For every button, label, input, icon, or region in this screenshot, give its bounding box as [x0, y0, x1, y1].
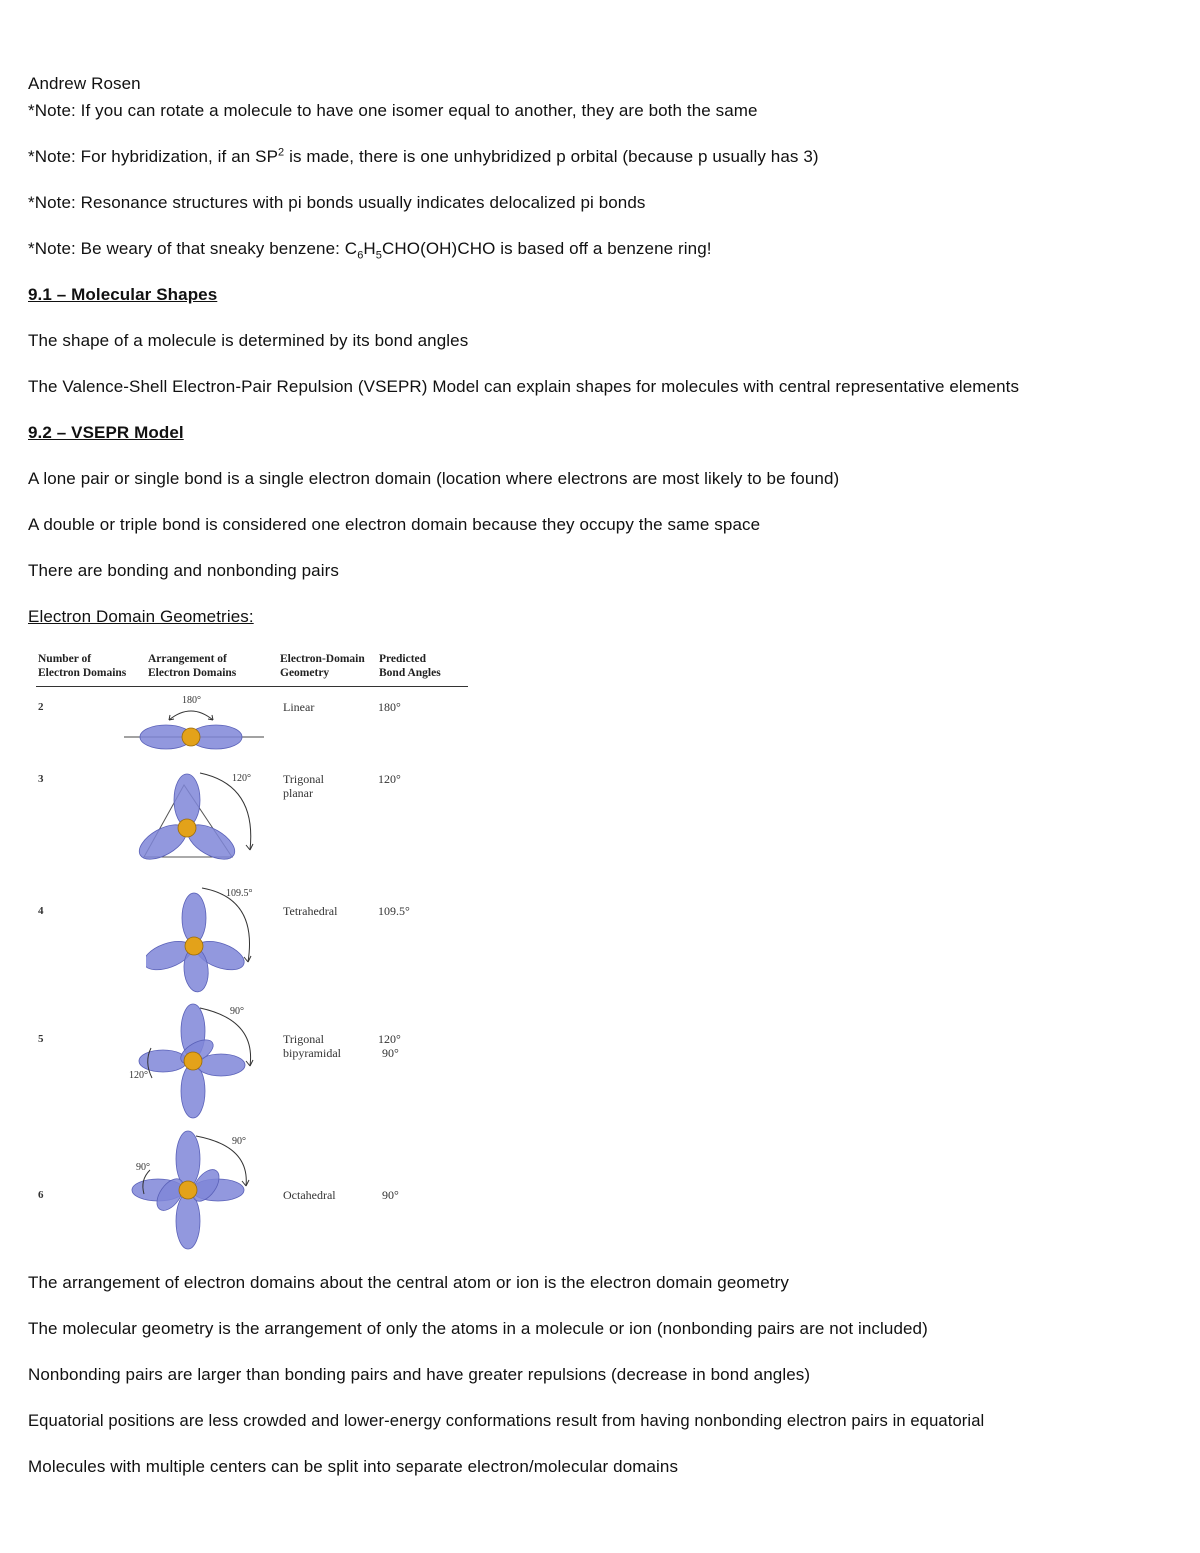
- trigonal-bipyramidal-arrangement-figure: [126, 1000, 276, 1120]
- header-number-line2: Electron Domains: [38, 667, 127, 679]
- row-3-count: 3: [38, 773, 44, 785]
- subheading-electron-domain-geometries: Electron Domain Geometries:: [28, 607, 254, 626]
- paragraph-molecular-geometry: The molecular geometry is the arrangement of only the atoms in a molecule or ion (nonbonding pairs are not included): [28, 1319, 928, 1338]
- header-angles: [379, 652, 441, 680]
- row-4-count: 4: [38, 905, 44, 917]
- row-5-figure-label-90: 90°: [230, 1006, 244, 1017]
- paragraph-shape: The shape of a molecule is determined by its bond angles: [28, 331, 469, 350]
- header-number: [38, 652, 126, 680]
- row-5-geometry-line1: Trigonal: [283, 1032, 324, 1046]
- header-number-line1: Number of: [38, 653, 92, 665]
- paragraph-electron-domain-geometry: The arrangement of electron domains about the central atom or ion is the electron domain geometry: [28, 1273, 789, 1292]
- trigonal-planar-arrangement-figure: [132, 765, 272, 870]
- section-heading-9-1: 9.1 – Molecular Shapes: [28, 285, 218, 304]
- row-6-count: 6: [38, 1189, 44, 1201]
- paragraph-lone-pair: A lone pair or single bond is a single electron domain (location where electrons are most likely to be found): [28, 469, 840, 488]
- octahedral-arrangement-figure: [128, 1128, 278, 1250]
- row-3-angle: 120°: [378, 772, 401, 786]
- paragraph-nonbonding-pairs: Nonbonding pairs are larger than bonding pairs and have greater repulsions (decrease in bond angles): [28, 1365, 811, 1384]
- row-5-geometry-line2: bipyramidal: [283, 1046, 341, 1060]
- header-arrangement: [148, 652, 236, 680]
- header-angles-line1: Predicted: [379, 653, 427, 665]
- header-angles-line2: Bond Angles: [379, 667, 441, 679]
- note-benzene-sub1: 6: [357, 249, 364, 262]
- section-heading-9-2: 9.2 – VSEPR Model: [28, 423, 184, 442]
- note-benzene-mid: H: [363, 239, 376, 258]
- row-3-geometry-line1: Trigonal: [283, 772, 324, 786]
- note-benzene: [28, 238, 712, 260]
- author-name: Andrew Rosen: [28, 74, 141, 93]
- header-geometry-line1: Electron-Domain: [280, 653, 365, 665]
- note-benzene-pre: *Note: Be weary of that sneaky benzene: C: [28, 239, 358, 258]
- row-5-angle-1: 120°: [378, 1032, 401, 1046]
- header-arrangement-line2: Electron Domains: [148, 667, 237, 679]
- row-4-geometry: Tetrahedral: [283, 904, 338, 918]
- note-hybridization-sup: 2: [278, 146, 285, 159]
- note-benzene-sub2: 5: [375, 249, 383, 262]
- header-geometry: [280, 652, 365, 680]
- header-rule: [36, 686, 468, 687]
- paragraph-bonding-pairs: There are bonding and nonbonding pairs: [28, 561, 339, 580]
- row-6-angle: 90°: [382, 1188, 399, 1202]
- row-5-figure-label-120: 120°: [129, 1070, 148, 1081]
- row-5-angle-2: 90°: [382, 1046, 399, 1060]
- electron-domain-table: [36, 650, 468, 1250]
- linear-arrangement-figure: [124, 690, 274, 758]
- row-2-figure-label: 180°: [182, 695, 201, 706]
- row-3-figure-label: 120°: [232, 773, 251, 784]
- note-isomer: *Note: If you can rotate a molecule to have one isomer equal to another, they are both the same: [28, 101, 758, 120]
- note-hybridization-pre: *Note: For hybridization, if an SP: [28, 147, 279, 166]
- header-geometry-line2: Geometry: [280, 667, 330, 679]
- tetrahedral-arrangement-figure: [146, 880, 276, 995]
- note-resonance: *Note: Resonance structures with pi bonds usually indicates delocalized pi bonds: [28, 193, 646, 212]
- paragraph-vsepr-intro: The Valence-Shell Electron-Pair Repulsion (VSEPR) Model can explain shapes for molecules with central representative elements: [28, 377, 1020, 396]
- note-benzene-post: CHO(OH)CHO is based off a benzene ring!: [382, 239, 712, 258]
- row-5-count: 5: [38, 1033, 44, 1045]
- row-2-geometry: Linear: [283, 700, 315, 714]
- row-6-geometry: Octahedral: [283, 1188, 336, 1202]
- note-hybridization-post: is made, there is one unhybridized p orbital (because p usually has 3): [284, 147, 819, 166]
- paragraph-double-bond: A double or triple bond is considered one electron domain because they occupy the same space: [28, 515, 761, 534]
- paragraph-multiple-centers: Molecules with multiple centers can be split into separate electron/molecular domains: [28, 1457, 679, 1476]
- row-4-figure-label: 109.5°: [226, 888, 253, 899]
- header-arrangement-line1: Arrangement of: [148, 653, 227, 665]
- row-2-angle: 180°: [378, 700, 401, 714]
- paragraph-equatorial: Equatorial positions are less crowded and lower-energy conformations result from having nonbonding electron pairs in equatorial: [28, 1411, 985, 1430]
- row-2-count: 2: [38, 701, 44, 713]
- row-6-figure-label-top: 90°: [232, 1136, 246, 1147]
- row-6-figure-label-left: 90°: [136, 1162, 150, 1173]
- row-4-angle: 109.5°: [378, 904, 410, 918]
- row-3-geometry-line2: planar: [283, 786, 313, 800]
- note-hybridization: [28, 146, 819, 168]
